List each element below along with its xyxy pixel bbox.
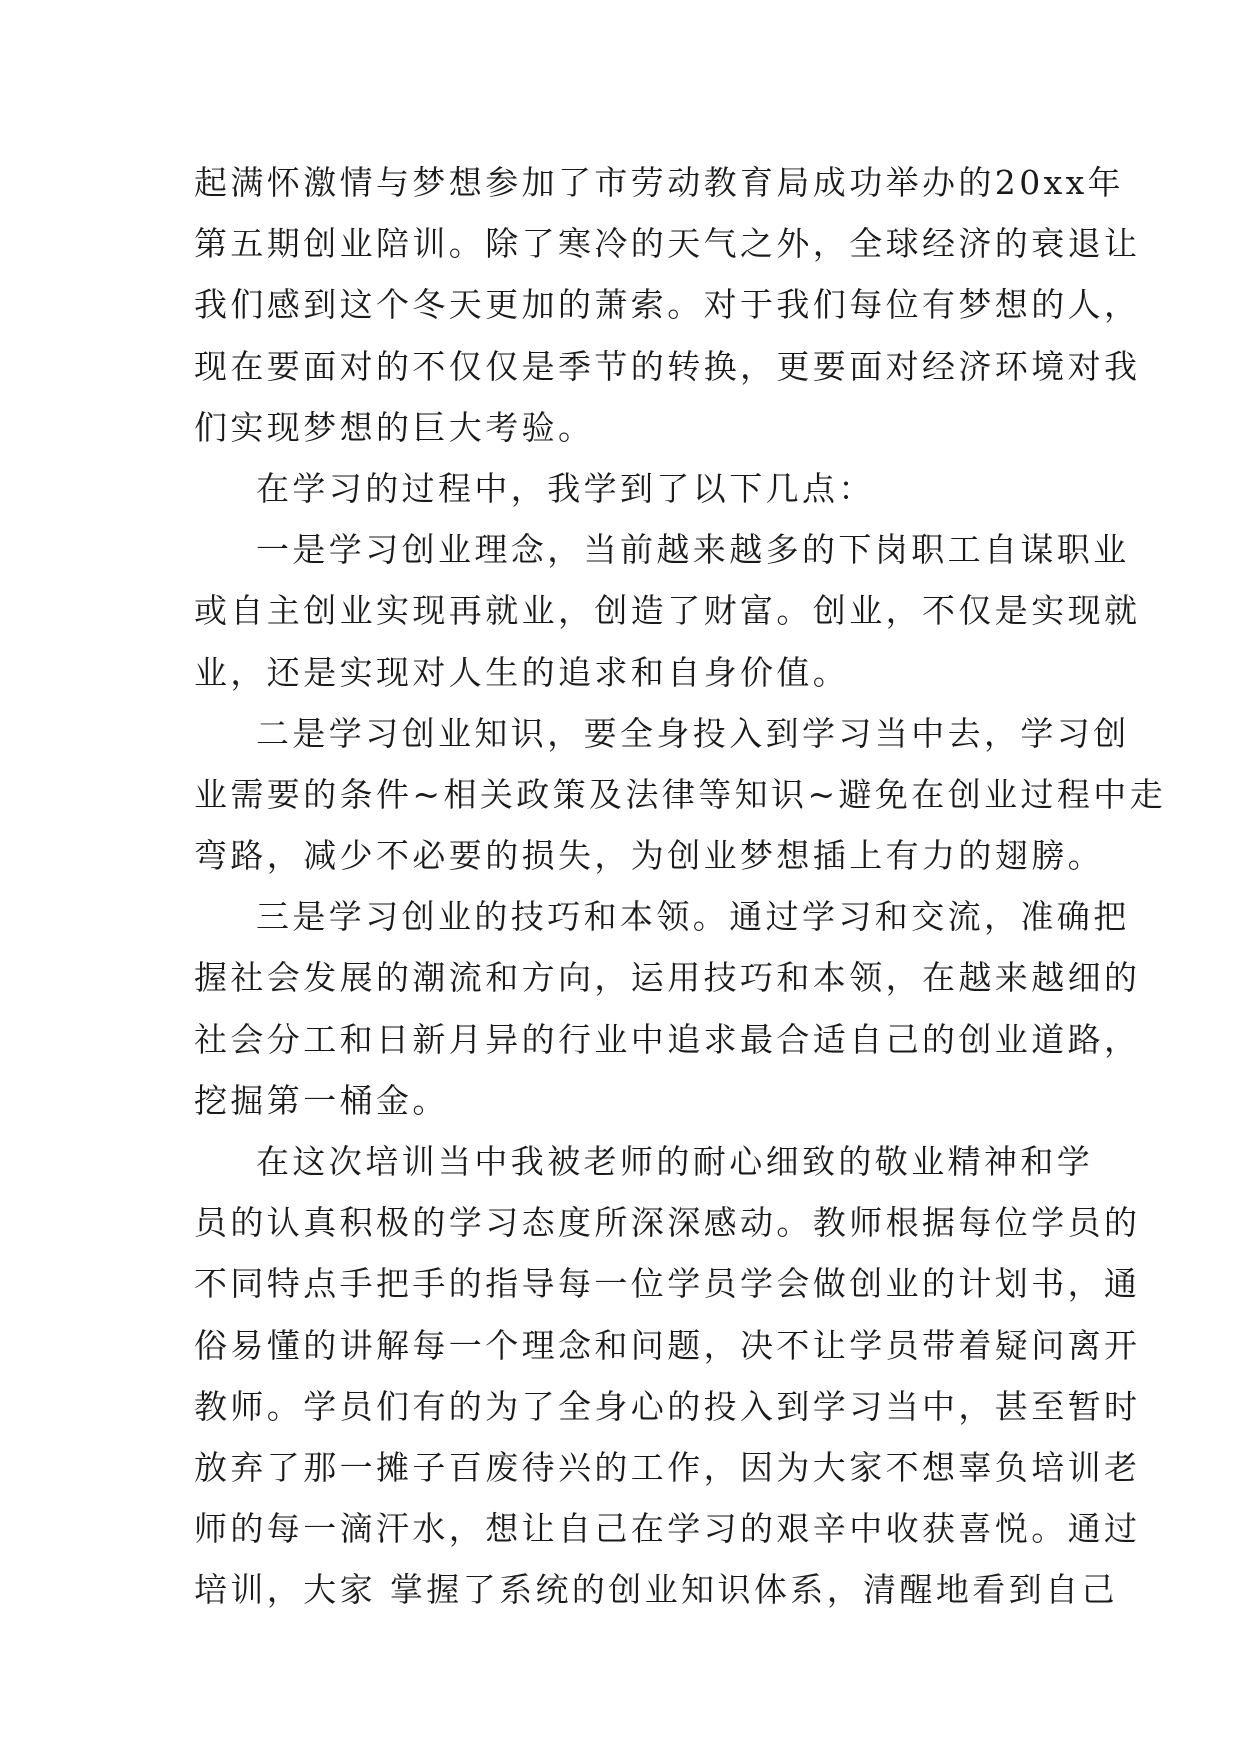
paragraph-point-three: 三是学习创业的技巧和本领。通过学习和交流，准确把 xyxy=(256,897,1130,937)
text-line: 们实现梦想的巨大考验。 xyxy=(194,407,595,447)
body-text xyxy=(194,152,1167,1621)
text-line: 培训，大家 掌握了系统的创业知识体系，清醒地看到自己 xyxy=(194,1570,1118,1610)
text-line: 握社会发展的潮流和方向，运用技巧和本领，在越来越细的 xyxy=(194,958,1141,998)
paragraph-intro: 在学习的过程中，我学到了以下几点： xyxy=(256,468,875,508)
text-line: 员的认真积极的学习态度所深深感动。教师根据每位学员的 xyxy=(194,1203,1141,1243)
text-line: 不同特点手把手的指导每一位学员学会做创业的计划书，通 xyxy=(194,1264,1141,1304)
paragraph-training: 在这次培训当中我被老师的耐心细致的敬业精神和学 xyxy=(256,1142,1094,1181)
text-line: 挖掘第一桶金。 xyxy=(194,1080,449,1120)
text-line: 我们感到这个冬天更加的萧索。对于我们每位有梦想的人， xyxy=(194,285,1141,325)
text-line: 教师。学员们有的为了全身心的投入到学习当中，甚至暂时 xyxy=(194,1386,1141,1426)
text-line: 社会分工和日新月异的行业中追求最合适自己的创业道路， xyxy=(194,1019,1141,1059)
text-line: 起满怀激情与梦想参加了市劳动教育局成功举办的20xx年 xyxy=(194,163,1125,202)
text-line: 弯路，减少不必要的损失，为创业梦想插上有力的翅膀。 xyxy=(194,836,1104,876)
text-line: 俗易懂的讲解每一个理念和问题，决不让学员带着疑问离开 xyxy=(194,1325,1141,1365)
text-line: 师的每一滴汗水，想让自己在学习的艰辛中收获喜悦。通过 xyxy=(194,1509,1141,1549)
text-line: 现在要面对的不仅仅是季节的转换，更要面对经济环境对我 xyxy=(194,346,1141,386)
text-line: 或自主创业实现再就业，创造了财富。创业，不仅是实现就 xyxy=(194,591,1141,631)
text-line: 业需要的条件~相关政策及法律等知识~避免在创业过程中走 xyxy=(194,774,1167,814)
text-line: 业，还是实现对人生的追求和自身价值。 xyxy=(194,652,850,692)
text-line: 第五期创业陪训。除了寒冷的天气之外，全球经济的衰退让 xyxy=(194,224,1141,264)
paragraph-point-one: 一是学习创业理念，当前越来越多的下岗职工自谋职业 xyxy=(256,530,1130,570)
paragraph-point-two: 二是学习创业知识，要全身投入到学习当中去，学习创 xyxy=(256,713,1130,753)
text-line: 放弃了那一摊子百废待兴的工作，因为大家不想辜负培训老 xyxy=(194,1447,1141,1487)
